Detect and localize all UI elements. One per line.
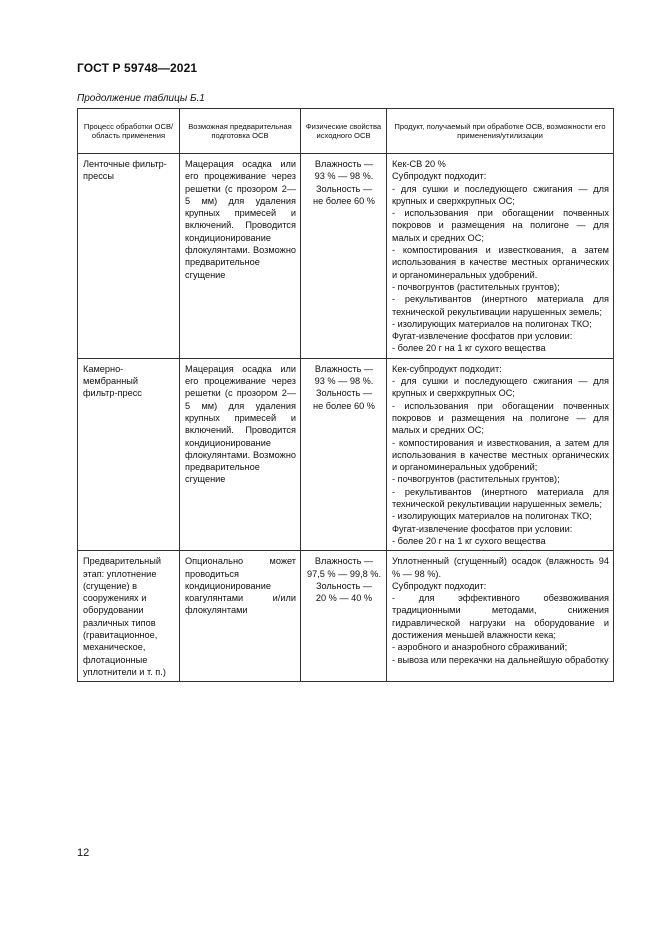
data-table [77, 108, 614, 682]
cell-properties [301, 551, 387, 682]
cell-process: Ленточные фильтр-прессы [78, 154, 180, 359]
cell-product: Кек-СВ 20 % Субпродукт подходит: - для сушки и последующего сжигания — для крупных и сверхкрупных ОС; - использования при обогащении почвенных покровов и размещения на полигоне — для малых и средних ОС; - компостирования и известкования, а затем использования в качестве местных органических и органоминеральных удобрений. - почвогрунтов (растительных грунтов); - рекультивантов (инертного материала для технической рекультивации нарушенных земель; - изолирующих материалов на полигонах ТКО; Фугат-извлечение фосфатов при условии: - более 20 г на 1 кг сухого вещества [387, 154, 614, 359]
property-line: Влажность — [314, 556, 374, 567]
cell-pretreatment: Опционально может проводиться кондиционирование коагулянтами и/или флокулянтами [180, 551, 301, 682]
table-header-row [78, 109, 614, 154]
table-row [78, 154, 614, 359]
property-line: не более 60 % [313, 195, 375, 206]
cell-properties [301, 358, 387, 550]
property-line: 20 % — 40 % [315, 593, 373, 604]
property-line: Влажность — [314, 363, 374, 374]
property-line: не более 60 % [313, 400, 375, 411]
property-line: Зольность — [315, 388, 373, 399]
cell-product: Кек-субпродукт подходит: - для сушки и последующего сжигания — для крупных и сверхкрупных ОС; - использования при обогащении почвенных покровов и размещения на полигоне — для малых и средних ОС; - компостирования и известкования, а затем для использования в качестве местных органических и органоминеральных удобрений; - почвогрунтов (растительных грунтов); - рекультивантов (инертного материала для технической рекультивации нарушенных земель; - изолирующих материалов на полигонах ТКО; Фугат-извлечение фосфатов при условии: - более 20 г на 1 кг сухого вещества [387, 358, 614, 550]
table-caption: Продолжение таблицы Б.1 [77, 93, 205, 104]
property-line: Влажность — [314, 159, 374, 169]
cell-product: Уплотненный (сгущенный) осадок (влажность 94 % — 98 %). Субпродукт подходит: - для эффективного обезвоживания традиционными методами, снижения гидравлической нагрузки на оборудование и достижения меньшей влажности кека; - аэробного и анаэробного сбраживаний; - вывоза или перекачки на дальнейшую обработку [387, 551, 614, 682]
table-row [78, 358, 614, 550]
column-header-process: Процесс обработки ОСВ/область применения [78, 109, 180, 154]
property-line: 93 % — 98 %. [314, 376, 374, 387]
property-line: 97,5 % — 99,8 %. [306, 568, 382, 579]
cell-pretreatment: Мацерация осадка или его процеживание через решетки (с прозором 2—5 мм) для удаления крупных примесей и включений. Проводится кондиционирование флокулянтами. Возможно предварительное сгущение [180, 154, 301, 359]
page-number: 12 [77, 847, 90, 859]
column-header-properties: Физические свойства исходного ОСВ [301, 109, 387, 154]
cell-properties [301, 154, 387, 359]
property-line: Зольность — [315, 580, 373, 591]
standard-code: ГОСТ Р 59748—2021 [77, 61, 198, 75]
column-header-pretreatment: Возможная предварительная подготовка ОСВ [180, 109, 301, 154]
cell-process: Предварительный этап: уплотнение (сгущение) в сооружениях и оборудовании различных типов (гравитационное, механическое, флотационные уплотнители и т. п.) [78, 551, 180, 682]
cell-pretreatment: Мацерация осадка или его процеживание через решетки (с прозором 2—5 мм) для удаления крупных примесей и включений. Проводится кондиционирование флокулянтами. Возможно предварительное сгущение [180, 358, 301, 550]
column-header-product: Продукт, получаемый при обработке ОСВ, возможности его применения/утилизации [387, 109, 614, 154]
property-line: Зольность — [315, 183, 373, 194]
property-line: 93 % — 98 %. [314, 171, 374, 182]
cell-process: Камерно-мембранный фильтр-пресс [78, 358, 180, 550]
table-row [78, 551, 614, 682]
